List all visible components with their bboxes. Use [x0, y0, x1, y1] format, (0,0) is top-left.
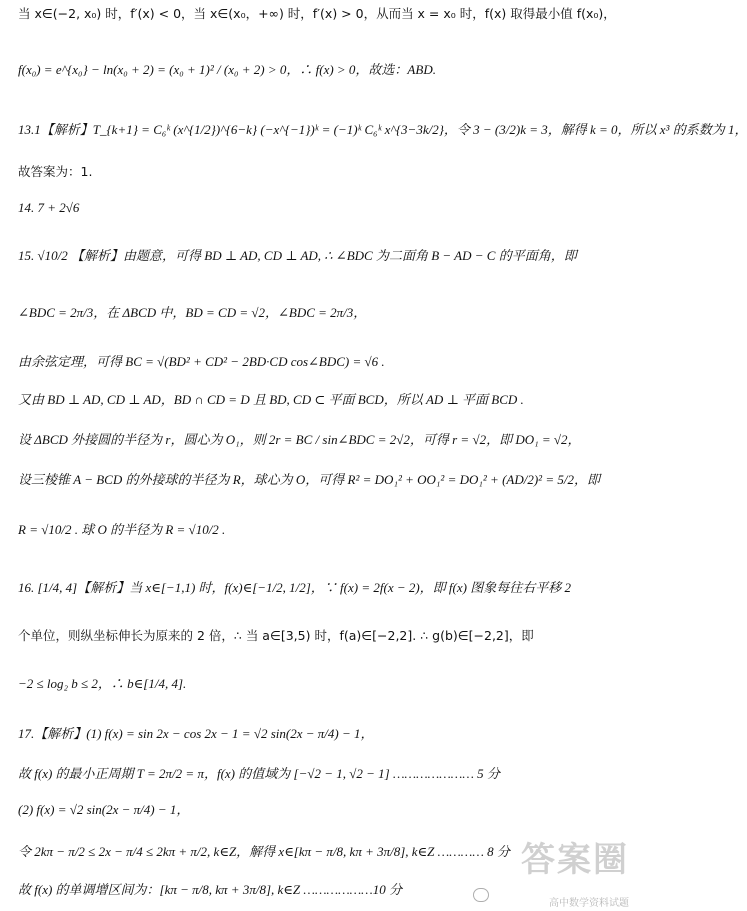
text-line-3: 13.1【解析】T_{k+1} = C₆ᵏ (x^{1/2})^{6−k} (−x^{−1})ᵏ = (−1)ᵏ C₆ᵏ x^{3−3k/2}，令 3 − (3/2)k = 3，解得 k = 0，所以 x³ 的系数为 1， — [18, 122, 747, 137]
text-line-9: 又由 BD ⊥ AD, CD ⊥ AD，BD ∩ CD = D 且 BD, CD ⊂ 平面 BCD，所以 AD ⊥ 平面 BCD . — [18, 392, 524, 407]
text-line-7: ∠BDC = 2π/3，在 ΔBCD 中，BD = CD = √2，∠BDC = 2π/3， — [18, 305, 367, 320]
text-line-5: 14. 7 + 2√6 — [18, 200, 80, 215]
text-line-15: −2 ≤ log₂ b ≤ 2，∴ b∈[1/4, 4]. — [18, 676, 187, 691]
text-line-16: 17.【解析】(1) f(x) = sin 2x − cos 2x − 1 = √2 sin(2x − π/4) − 1， — [18, 726, 374, 741]
text-line-18: (2) f(x) = √2 sin(2x − π/4) − 1， — [18, 802, 190, 817]
text-line-8: 由余弦定理，可得 BC = √(BD² + CD² − 2BD·CD cos∠BDC) = √6 . — [18, 354, 385, 369]
watermark-caption: 高中数学资料试题 — [549, 898, 629, 909]
text-line-12: R = √10/2 . 球 O 的半径为 R = √10/2 . — [18, 522, 226, 537]
text-line-11: 设三棱锥 A − BCD 的外接球的半径为 R，球心为 O，可得 R² = DO₁² + OO₁² = DO₁² + (AD/2)² = 5/2，即 — [18, 472, 600, 487]
text-line-2: f(x₀) = e^{x₀} − ln(x₀ + 2) = (x₀ + 1)² / (x₀ + 2) > 0，∴ f(x) > 0，故选：ABD. — [18, 62, 436, 77]
text-line-10: 设 ΔBCD 外接圆的半径为 r，圆心为 O₁，则 2r = BC / sin∠BDC = 2√2，可得 r = √2，即 DO₁ = √2， — [18, 432, 581, 447]
text-line-14: 个单位，则纵坐标伸长为原来的 2 倍，∴ 当 a∈[3,5) 时，f(a)∈[−2,2]. ∴ g(b)∈[−2,2]，即 — [18, 628, 534, 643]
text-line-1: 当 x∈(−2, x₀) 时，f′(x) < 0，当 x∈(x₀，+∞) 时，f′(x) > 0，从而当 x = x₀ 时，f(x) 取得最小值 f(x₀)， — [18, 6, 616, 21]
text-line-6: 15. √10/2 【解析】由题意，可得 BD ⊥ AD, CD ⊥ AD, ∴ ∠BDC 为二面角 B − AD − C 的平面角，即 — [18, 248, 577, 263]
text-line-19: 令 2kπ − π/2 ≤ 2x − π/4 ≤ 2kπ + π/2, k∈Z，解得 x∈[kπ − π/8, kπ + 3π/8], k∈Z ………… 8 分 — [18, 844, 510, 859]
watermark-logo: 答案圈 — [521, 840, 629, 880]
text-line-4: 故答案为：1. — [18, 164, 93, 179]
text-line-17: 故 f(x) 的最小正周期 T = 2π/2 = π，f(x) 的值域为 [−√2 − 1, √2 − 1] ………………… 5 分 — [18, 766, 500, 781]
text-line-13: 16. [1/4, 4]【解析】当 x∈[−1,1) 时，f(x)∈[−1/2, 1/2]，∵ f(x) = 2f(x − 2)，即 f(x) 图象每往右平移 2 — [18, 580, 571, 595]
text-line-20: 故 f(x) 的单调增区间为：[kπ − π/8, kπ + 3π/8], k∈Z ………………10 分 — [18, 882, 402, 897]
wechat-icon — [473, 888, 489, 902]
